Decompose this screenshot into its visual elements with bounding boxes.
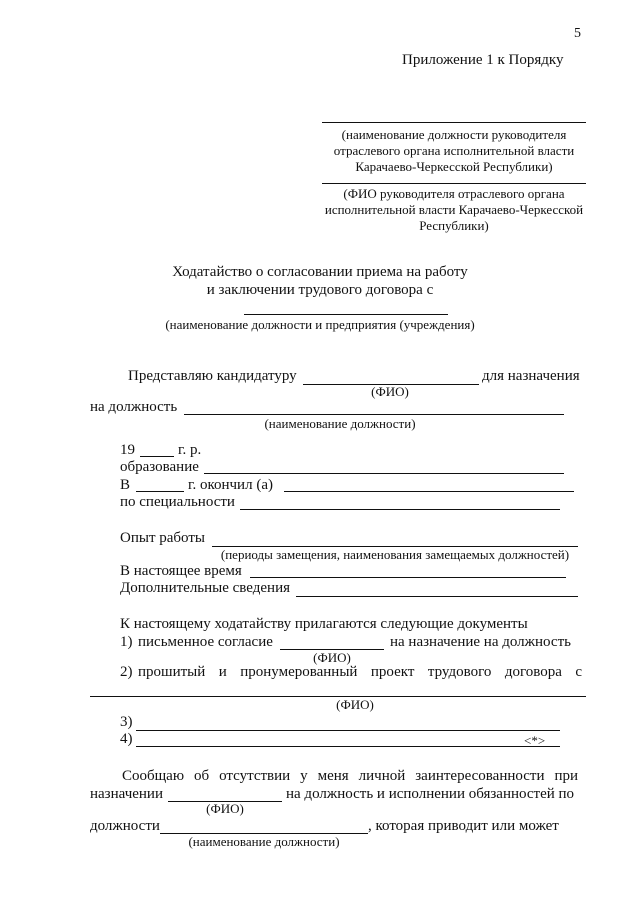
title-employer-hint: (наименование должности и предприятия (учреждения) <box>165 317 475 332</box>
candidate-for-appointment: для назначения <box>482 368 580 384</box>
doc-4-footnote-mark: <*> <box>524 733 546 748</box>
specialty-label: по специальности <box>120 494 235 510</box>
addressee-position-hint-3: Карачаево-Черкесской Республики) <box>355 159 553 174</box>
documents-intro: К настоящему ходатайству прилагаются следующие документы <box>120 616 528 632</box>
conflict-line-2-a: назначении <box>90 786 163 802</box>
conflict-fio-hint: (ФИО) <box>206 801 244 816</box>
title-employer-line <box>244 314 448 315</box>
position-label: на должность <box>90 399 178 415</box>
doc-4-number: 4) <box>120 731 133 747</box>
additional-label: Дополнительные сведения <box>120 580 291 596</box>
candidate-fio-hint: (ФИО) <box>371 384 409 399</box>
doc-1-fio-hint: (ФИО) <box>313 650 351 665</box>
specialty-line <box>240 509 560 510</box>
graduation-in: В <box>120 477 131 493</box>
conflict-line-3-b: , которая приводит или может <box>368 818 559 834</box>
document-title-line-2: и заключении трудового договора с <box>206 282 434 298</box>
doc-1-number: 1) <box>120 634 133 650</box>
birth-year-line <box>140 456 174 457</box>
addressee-fio-hint-2: исполнительной власти Карачаево-Черкесской <box>324 202 584 217</box>
doc-3-line <box>136 730 560 731</box>
doc-2-text: прошитый и пронумерованный проект трудового договора с <box>138 664 582 680</box>
birth-year-prefix: 19 <box>120 442 135 458</box>
page-number: 5 <box>574 26 581 41</box>
graduation-label: г. окончил (а) <box>188 477 273 493</box>
candidate-intro: Представляю кандидатуру <box>128 368 297 384</box>
addressee-fio-line <box>322 183 586 184</box>
addressee-position-line <box>322 122 586 123</box>
doc-2-number: 2) <box>120 664 133 680</box>
doc-1-text-a: письменное согласие <box>138 634 273 650</box>
position-line <box>184 414 564 415</box>
experience-hint: (периоды замещения, наименования замещаемых должностей) <box>220 547 570 562</box>
doc-3-number: 3) <box>120 714 133 730</box>
position-hint: (наименование должности) <box>264 416 416 431</box>
doc-4-line-tail <box>516 746 560 747</box>
graduation-year-line <box>136 491 184 492</box>
birth-year-suffix: г. р. <box>178 442 202 458</box>
conflict-line-1: Сообщаю об отсутствии у меня личной заинтересованности при <box>122 768 578 784</box>
experience-label: Опыт работы <box>120 530 205 546</box>
addressee-fio-hint-1: (ФИО руководителя отраслевого органа <box>343 186 565 201</box>
document-title-line-1: Ходатайство о согласовании приема на работу <box>172 264 468 280</box>
current-label: В настоящее время <box>120 563 242 579</box>
conflict-position-hint: (наименование должности) <box>188 834 340 849</box>
doc-1-text-b: на назначение на должность <box>390 634 571 650</box>
conflict-line-2-b: на должность и исполнении обязанностей по <box>286 786 575 802</box>
addressee-position-hint-1: (наименование должности руководителя <box>341 127 567 142</box>
doc-4-line <box>136 746 516 747</box>
education-label: образование <box>120 459 199 475</box>
addressee-position-hint-2: отраслевого органа исполнительной власти <box>333 143 575 158</box>
appendix-title: Приложение 1 к Порядку <box>402 52 564 68</box>
graduation-institution-line <box>284 491 574 492</box>
current-line <box>250 577 566 578</box>
additional-line <box>296 596 578 597</box>
addressee-fio-hint-3: Республики) <box>419 218 489 233</box>
doc-2-fio-hint: (ФИО) <box>336 697 374 712</box>
conflict-line-3-a: должности <box>90 818 160 834</box>
education-line <box>204 473 564 474</box>
